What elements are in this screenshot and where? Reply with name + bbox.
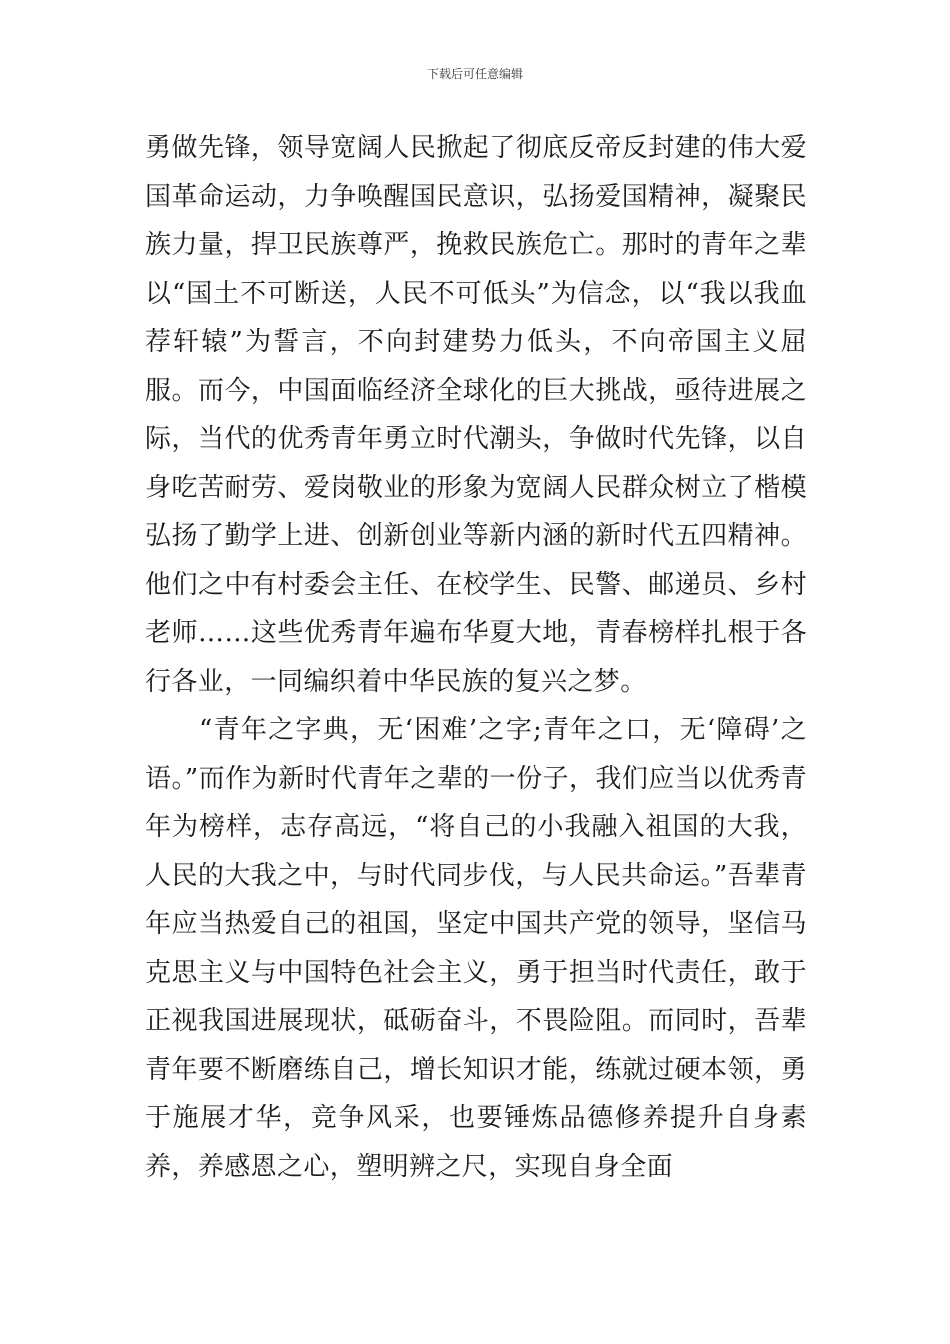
document-body (145, 124, 807, 1191)
page-header: 下载后可任意编辑 (426, 67, 523, 81)
paragraph-2: “青年之字典，无‘困难’之字;青年之口，无‘障碍’之语。”而作为新时代青年之辈的一份子，我们应当以优秀青年为榜样，志存高远，“将自己的小我融入祖国的大我，人民的大我之中，与时代同步伐，与人民共命运。”吾辈青年应当热爱自己的祖国，坚定中国共产党的领导，坚信马克思主义与中国特色社会主义，勇于担当时代责任，敢于正视我国进展现状，砥砺奋斗，不畏险阻。而同时，吾辈青年要不断磨练自己，增长知识才能，练就过硬本领，勇于施展才华，竞争风采，也要锤炼品德修养提升自身素养，养感恩之心，塑明辨之尺，实现自身全面 (145, 715, 807, 1182)
paragraph-1: 勇做先锋，领导宽阔人民掀起了彻底反帝反封建的伟大爱国革命运动，力争唤醒国民意识，弘扬爱国精神，凝聚民族力量，捍卫民族尊严，挽救民族危亡。那时的青年之辈以“国土不可断送，人民不可低头”为信念，以“我以我血荐轩辕”为誓言，不向封建势力低头，不向帝国主义屈服。而今，中国面临经济全球化的巨大挑战，亟待进展之际，当代的优秀青年勇立时代潮头，争做时代先锋，以自身吃苦耐劳、爱岗敬业的形象为宽阔人民群众树立了楷模弘扬了勤学上进、创新创业等新内涵的新时代五四精神。他们之中有村委会主任、在校学生、民警、邮递员、乡村老师……这些优秀青年遍布华夏大地，青春榜样扎根于各行各业，一同编织着中华民族的复兴之梦。 (145, 133, 807, 697)
